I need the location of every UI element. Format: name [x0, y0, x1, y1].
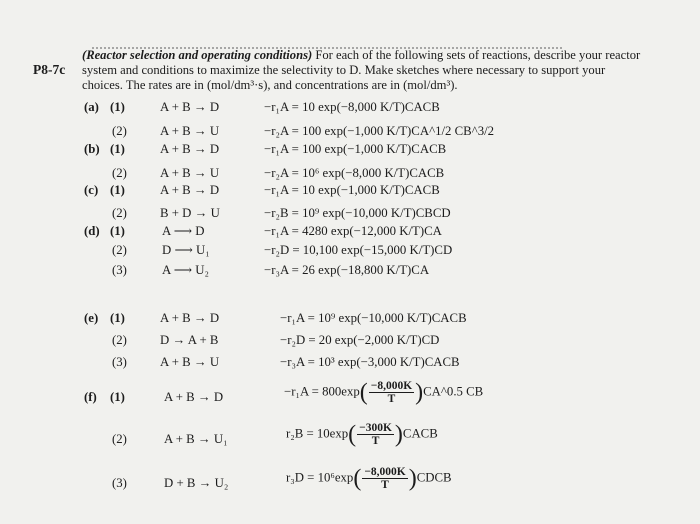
reaction-row-f1: [0, 380, 700, 414]
reaction-number: (1): [110, 390, 125, 404]
reaction-number: (1): [110, 183, 125, 197]
part-label: (d): [84, 224, 100, 238]
problem-instructions: For each of the following sets of reactions, describe your reactor system and conditions to maximize the selectivity to D. Make sketches where necessary to support your choices. The rates are in (mol/dm³·s), and concentrations are in (mol/dm³).: [82, 48, 641, 92]
reaction-number: (3): [112, 476, 127, 490]
rate-law: −r₂B = 10⁹ exp(−10,000 K/T)CBCD: [264, 206, 451, 220]
rate-law: [286, 422, 438, 447]
rate-law: −r₃A = 26 exp(−18,800 K/T)CA: [264, 263, 430, 277]
fraction-denominator: T: [381, 479, 389, 491]
reaction-equation: A + B → U₁: [164, 432, 228, 446]
rate-law: −r₁A = 100 exp(−1,000 K/T)CACB: [264, 142, 447, 156]
reaction-row-f2: [0, 422, 700, 456]
reaction-number: (2): [112, 243, 127, 257]
reaction-row-c2: [0, 206, 700, 226]
exponent-fraction: [369, 380, 414, 405]
part-label: (f): [84, 390, 97, 404]
reaction-equation: A + B → D: [164, 390, 224, 404]
problem-title: (Reactor selection and operating conditions): [82, 48, 313, 62]
part-label: (a): [84, 100, 99, 114]
concentration-terms: CA^0.5 CB: [423, 384, 484, 399]
rate-law: −r₁A = 10 exp(−1,000 K/T)CACB: [264, 183, 440, 197]
fraction-denominator: T: [371, 435, 380, 447]
reaction-row-a2: [0, 124, 700, 144]
reaction-equation: A + B → U: [160, 355, 220, 369]
fraction-numerator: −8,000K: [370, 380, 413, 392]
rate-law: −r₁A = 10 exp(−8,000 K/T)CACB: [264, 100, 440, 114]
reaction-row-a1: [0, 100, 700, 120]
part-label: (b): [84, 142, 100, 156]
fraction-numerator: −8,000K: [364, 466, 406, 478]
reaction-number: (1): [110, 311, 125, 325]
reaction-number: (3): [112, 355, 127, 369]
reaction-number: (2): [112, 333, 127, 347]
rate-law: −r₁A = 4280 exp(−12,000 K/T)CA: [264, 224, 442, 238]
left-paren: (: [348, 421, 357, 448]
problem-number: P8-7c: [33, 62, 66, 77]
reaction-number: (2): [112, 432, 127, 446]
reaction-equation: A ⟶ D: [162, 224, 205, 238]
reaction-row-e1: [0, 311, 700, 331]
reaction-equation: A + B → U: [160, 166, 220, 180]
reaction-number: (2): [112, 124, 127, 138]
reaction-number: (1): [110, 142, 125, 156]
reaction-number: (3): [112, 263, 127, 277]
rate-law: [284, 380, 483, 405]
fraction-denominator: T: [387, 393, 396, 405]
reaction-row-d3: [0, 263, 700, 283]
reaction-equation: D ⟶ U₁: [162, 243, 210, 257]
right-paren: ): [408, 465, 417, 492]
reaction-equation: A ⟶ U₂: [162, 263, 209, 277]
reaction-equation: A + B → U: [160, 124, 220, 138]
right-paren: ): [394, 421, 403, 448]
rate-prefix: −r₁A = 800exp: [284, 384, 360, 399]
fraction-numerator: −300K: [359, 422, 392, 434]
reaction-row-d1: [0, 224, 700, 244]
exponent-fraction: [357, 422, 394, 447]
reaction-equation: A + B → D: [160, 183, 220, 197]
reaction-equation: A + B → D: [160, 142, 220, 156]
rate-law: −r₂D = 20 exp(−2,000 K/T)CD: [280, 333, 440, 347]
reaction-row-b1: [0, 142, 700, 162]
reaction-equation: B + D → U: [160, 206, 220, 220]
left-paren: (: [359, 379, 368, 406]
rate-prefix: r₂B = 10exp: [286, 426, 349, 441]
rate-law: −r₂A = 100 exp(−1,000 K/T)CA^1/2 CB^3/2: [264, 124, 495, 138]
reaction-row-e3: [0, 355, 700, 375]
reaction-number: (2): [112, 166, 127, 180]
rate-law: −r₃A = 10³ exp(−3,000 K/T)CACB: [280, 355, 460, 369]
rate-law: −r₂D = 10,100 exp(−15,000 K/T)CD: [264, 243, 453, 257]
part-label: (e): [84, 311, 99, 325]
concentration-terms: CDCB: [416, 470, 452, 485]
part-label: (c): [84, 183, 99, 197]
reaction-equation: D + B → U₂: [164, 476, 229, 490]
rate-law: [286, 466, 452, 491]
problem-statement: [82, 48, 642, 93]
concentration-terms: CACB: [402, 426, 438, 441]
reaction-equation: D → A + B: [160, 333, 219, 347]
rate-law: −r₂A = 10⁶ exp(−8,000 K/T)CACB: [264, 166, 445, 180]
exponent-fraction: [362, 466, 407, 491]
reaction-equation: A + B → D: [160, 100, 220, 114]
right-paren: ): [415, 379, 424, 406]
rate-law: −r₁A = 10⁹ exp(−10,000 K/T)CACB: [280, 311, 467, 325]
reaction-number: (1): [110, 100, 125, 114]
reaction-number: (2): [112, 206, 127, 220]
reaction-row-e2: [0, 333, 700, 353]
reaction-row-c1: [0, 183, 700, 203]
reaction-number: (1): [110, 224, 125, 238]
reaction-row-d2: [0, 243, 700, 263]
left-paren: (: [353, 465, 362, 492]
rate-prefix: r₃D = 10⁶exp: [286, 470, 354, 485]
reaction-equation: A + B → D: [160, 311, 220, 325]
reaction-row-f3: [0, 464, 700, 498]
